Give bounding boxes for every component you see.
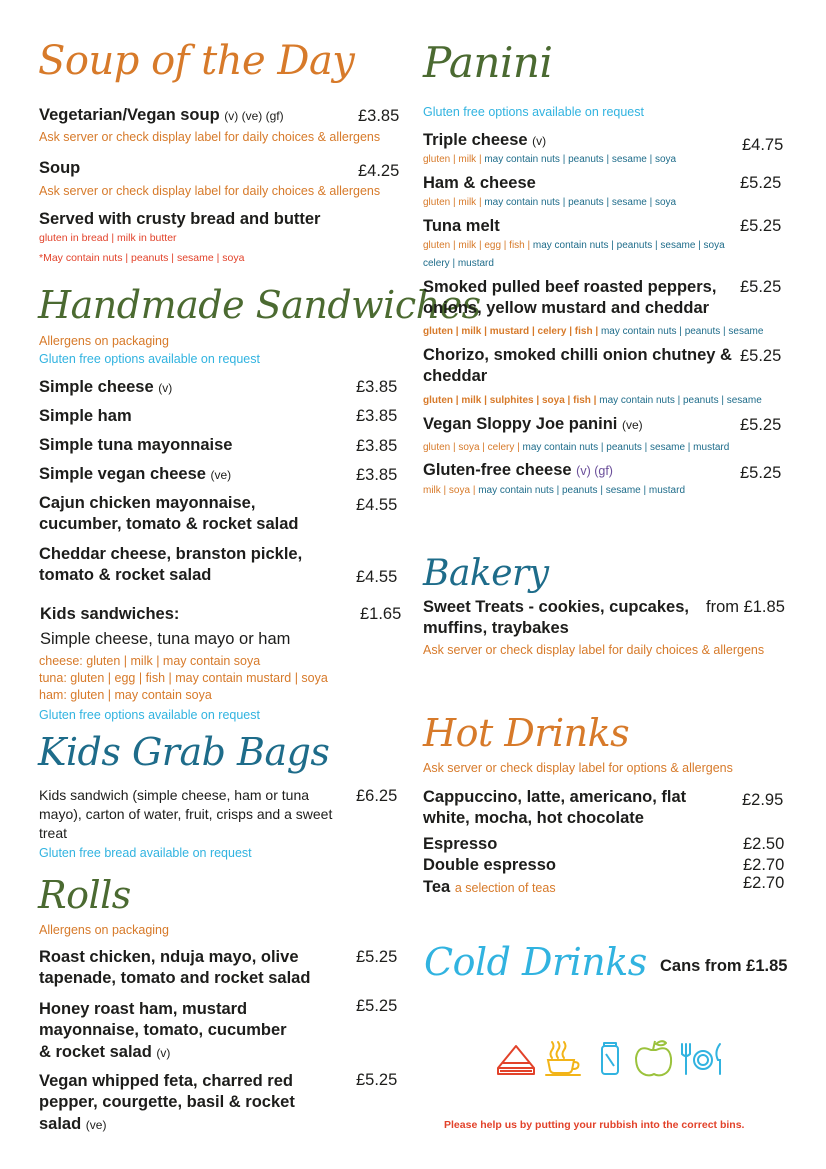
soup-item-price: £3.85	[358, 107, 400, 125]
panini-item-price: £5.25	[740, 278, 782, 296]
kids-sandwiches-subtitle: Simple cheese, tuna mayo or ham	[40, 630, 291, 648]
can-icon	[602, 1043, 618, 1074]
bakery-item-name: Sweet Treats - cookies, cupcakes, muffins, traybakes	[423, 598, 689, 637]
roll-item-name: Honey roast ham, mustard mayonnaise, tomato, cucumber	[39, 1000, 287, 1039]
panini-item-price: £5.25	[740, 217, 782, 235]
hot-drink-item-name: Cappuccino, latte, americano, flat white, mocha, hot chocolate	[423, 788, 687, 827]
hot-drinks-title: Hot Drinks	[423, 711, 630, 755]
panini-title: Panini	[423, 38, 553, 87]
roll-item-price: £5.25	[356, 997, 398, 1015]
grab-bags-title: Kids Grab Bags	[38, 730, 330, 774]
sandwich-item-name: Simple ham	[39, 407, 132, 425]
sandwich-item-name: Cheddar cheese, branston pickle, tomato & rocket salad	[39, 545, 303, 584]
soup-title: Soup of the Day	[38, 38, 355, 84]
soup-item-name: Soup	[39, 159, 81, 177]
panini-item-allergens: gluten | soya | celery | may contain nuts | peanuts | sesame | mustard	[423, 442, 730, 453]
hot-drink-item-price: £2.70	[743, 874, 785, 892]
cutlery-icon	[682, 1044, 720, 1074]
cold-drinks-title: Cold Drinks	[424, 940, 647, 984]
kids-sandwiches-title: Kids sandwiches:	[40, 605, 180, 623]
panini-item-allergens-line2: celery | mustard	[423, 258, 494, 269]
sandwich-item-name: Simple vegan cheese (ve)	[39, 465, 232, 483]
sandwich-icon	[498, 1046, 534, 1074]
bakery-title: Bakery	[423, 553, 549, 594]
panini-item-price: £5.25	[740, 174, 782, 192]
panini-item-name: Smoked pulled beef roasted peppers, onions, yellow mustard and cheddar	[423, 278, 717, 317]
sandwich-item-price: £3.85	[356, 466, 398, 484]
sandwich-item-price: £3.85	[356, 378, 398, 396]
grab-bags-description: Kids sandwich (simple cheese, ham or tuna mayo), carton of water, fruit, crisps and a sweet treat	[39, 787, 333, 841]
panini-item-price: £5.25	[740, 416, 782, 434]
panini-note: Gluten free options available on request	[423, 105, 644, 119]
sandwich-item-price: £4.55	[356, 568, 398, 586]
roll-item-price: £5.25	[356, 1071, 398, 1089]
soup-bread-allergens: gluten in bread | milk in butter	[39, 232, 177, 244]
hot-drink-item-name: Espresso	[423, 835, 498, 853]
sandwich-item-name: Simple tuna mayonnaise	[39, 436, 233, 454]
cold-drinks-cans: Cans from £1.85	[660, 957, 788, 975]
grab-bags-price: £6.25	[356, 787, 398, 805]
roll-item-name: Roast chicken, nduja mayo, olive tapenade, tomato and rocket salad	[39, 948, 311, 987]
hot-cup-icon	[546, 1042, 580, 1075]
footer-icons-svg	[496, 1038, 726, 1078]
panini-item-price: £5.25	[740, 347, 782, 365]
sandwich-item-price: £3.85	[356, 407, 398, 425]
grab-bags-note: Gluten free bread available on request	[39, 846, 252, 860]
roll-item-name: Vegan whipped feta, charred red pepper, courgette, basil & rocket	[39, 1072, 295, 1111]
hot-drink-item-price: £2.95	[742, 791, 784, 809]
panini-item-allergens: gluten | milk | may contain nuts | peanuts | sesame | soya	[423, 197, 677, 208]
footer-bins-note: Please help us by putting your rubbish into the correct bins.	[444, 1119, 745, 1131]
soup-item-name: Vegetarian/Vegan soup (v) (ve) (gf)	[39, 106, 284, 124]
hot-drink-item-name: Double espresso	[423, 856, 556, 874]
sandwich-item-price: £4.55	[356, 496, 398, 514]
kids-allergens-tuna: tuna: gluten | egg | fish | may contain mustard | soya	[39, 671, 328, 685]
soup-item-note: Ask server or check display label for daily choices & allergens	[39, 184, 381, 198]
sandwiches-title: Handmade Sandwiches	[38, 283, 481, 327]
panini-item-name: Ham & cheese	[423, 174, 536, 192]
soup-bread-name: Served with crusty bread and butter	[39, 210, 321, 228]
sandwiches-note-gluten-free: Gluten free options available on request	[39, 352, 260, 366]
panini-item-allergens: gluten | milk | mustard | celery | fish | may contain nuts | peanuts | sesame	[423, 326, 764, 337]
footer-icons	[496, 1038, 726, 1078]
sandwich-item-name: Cajun chicken mayonnaise, cucumber, tomato & rocket salad	[39, 494, 299, 533]
panini-item-allergens: gluten | milk | egg | fish | may contain nuts | peanuts | sesame | soya	[423, 240, 725, 251]
rolls-note-packaging: Allergens on packaging	[39, 923, 169, 937]
roll-item-price: £5.25	[356, 948, 398, 966]
sandwich-item-name: Simple cheese (v)	[39, 378, 173, 396]
panini-item-name: Chorizo, smoked chilli onion chutney & cheddar	[423, 346, 732, 385]
sandwich-item-price: £3.85	[356, 437, 398, 455]
hot-drink-item-name: Tea a selection of teas	[423, 878, 556, 896]
bakery-item-price: from £1.85	[706, 598, 785, 616]
roll-item-name-line3: salad (ve)	[39, 1115, 107, 1133]
kids-allergens-cheese: cheese: gluten | milk | may contain soya	[39, 654, 261, 668]
hot-drink-item-price: £2.50	[743, 835, 785, 853]
hot-drinks-note: Ask server or check display label for options & allergens	[423, 761, 733, 775]
kids-note-gluten-free: Gluten free options available on request	[39, 708, 260, 722]
panini-item-name: Tuna melt	[423, 217, 500, 235]
soup-item-price: £4.25	[358, 162, 400, 180]
panini-item-name: Triple cheese (v)	[423, 131, 547, 149]
roll-item-name-line3: & rocket salad (v)	[39, 1043, 171, 1061]
kids-allergens-ham: ham: gluten | may contain soya	[39, 688, 212, 702]
rolls-title: Rolls	[38, 873, 131, 917]
panini-item-allergens: gluten | milk | may contain nuts | peanuts | sesame | soya	[423, 154, 677, 165]
sandwiches-note-packaging: Allergens on packaging	[39, 334, 169, 348]
hot-drink-item-price: £2.70	[743, 856, 785, 874]
panini-item-name: Gluten-free cheese (v) (gf)	[423, 461, 613, 479]
apple-icon	[636, 1041, 671, 1075]
soup-item-note: Ask server or check display label for daily choices & allergens	[39, 130, 381, 144]
kids-sandwiches-price: £1.65	[360, 605, 402, 623]
panini-item-price: £4.75	[742, 136, 784, 154]
soup-bread-may-contain: *May contain nuts | peanuts | sesame | soya	[39, 252, 245, 264]
panini-item-name: Vegan Sloppy Joe panini (ve)	[423, 415, 643, 433]
bakery-note: Ask server or check display label for daily choices & allergens	[423, 643, 765, 657]
panini-item-price: £5.25	[740, 464, 782, 482]
panini-item-allergens: gluten | milk | sulphites | soya | fish | may contain nuts | peanuts | sesame	[423, 395, 762, 406]
panini-item-allergens: milk | soya | may contain nuts | peanuts | sesame | mustard	[423, 485, 686, 496]
